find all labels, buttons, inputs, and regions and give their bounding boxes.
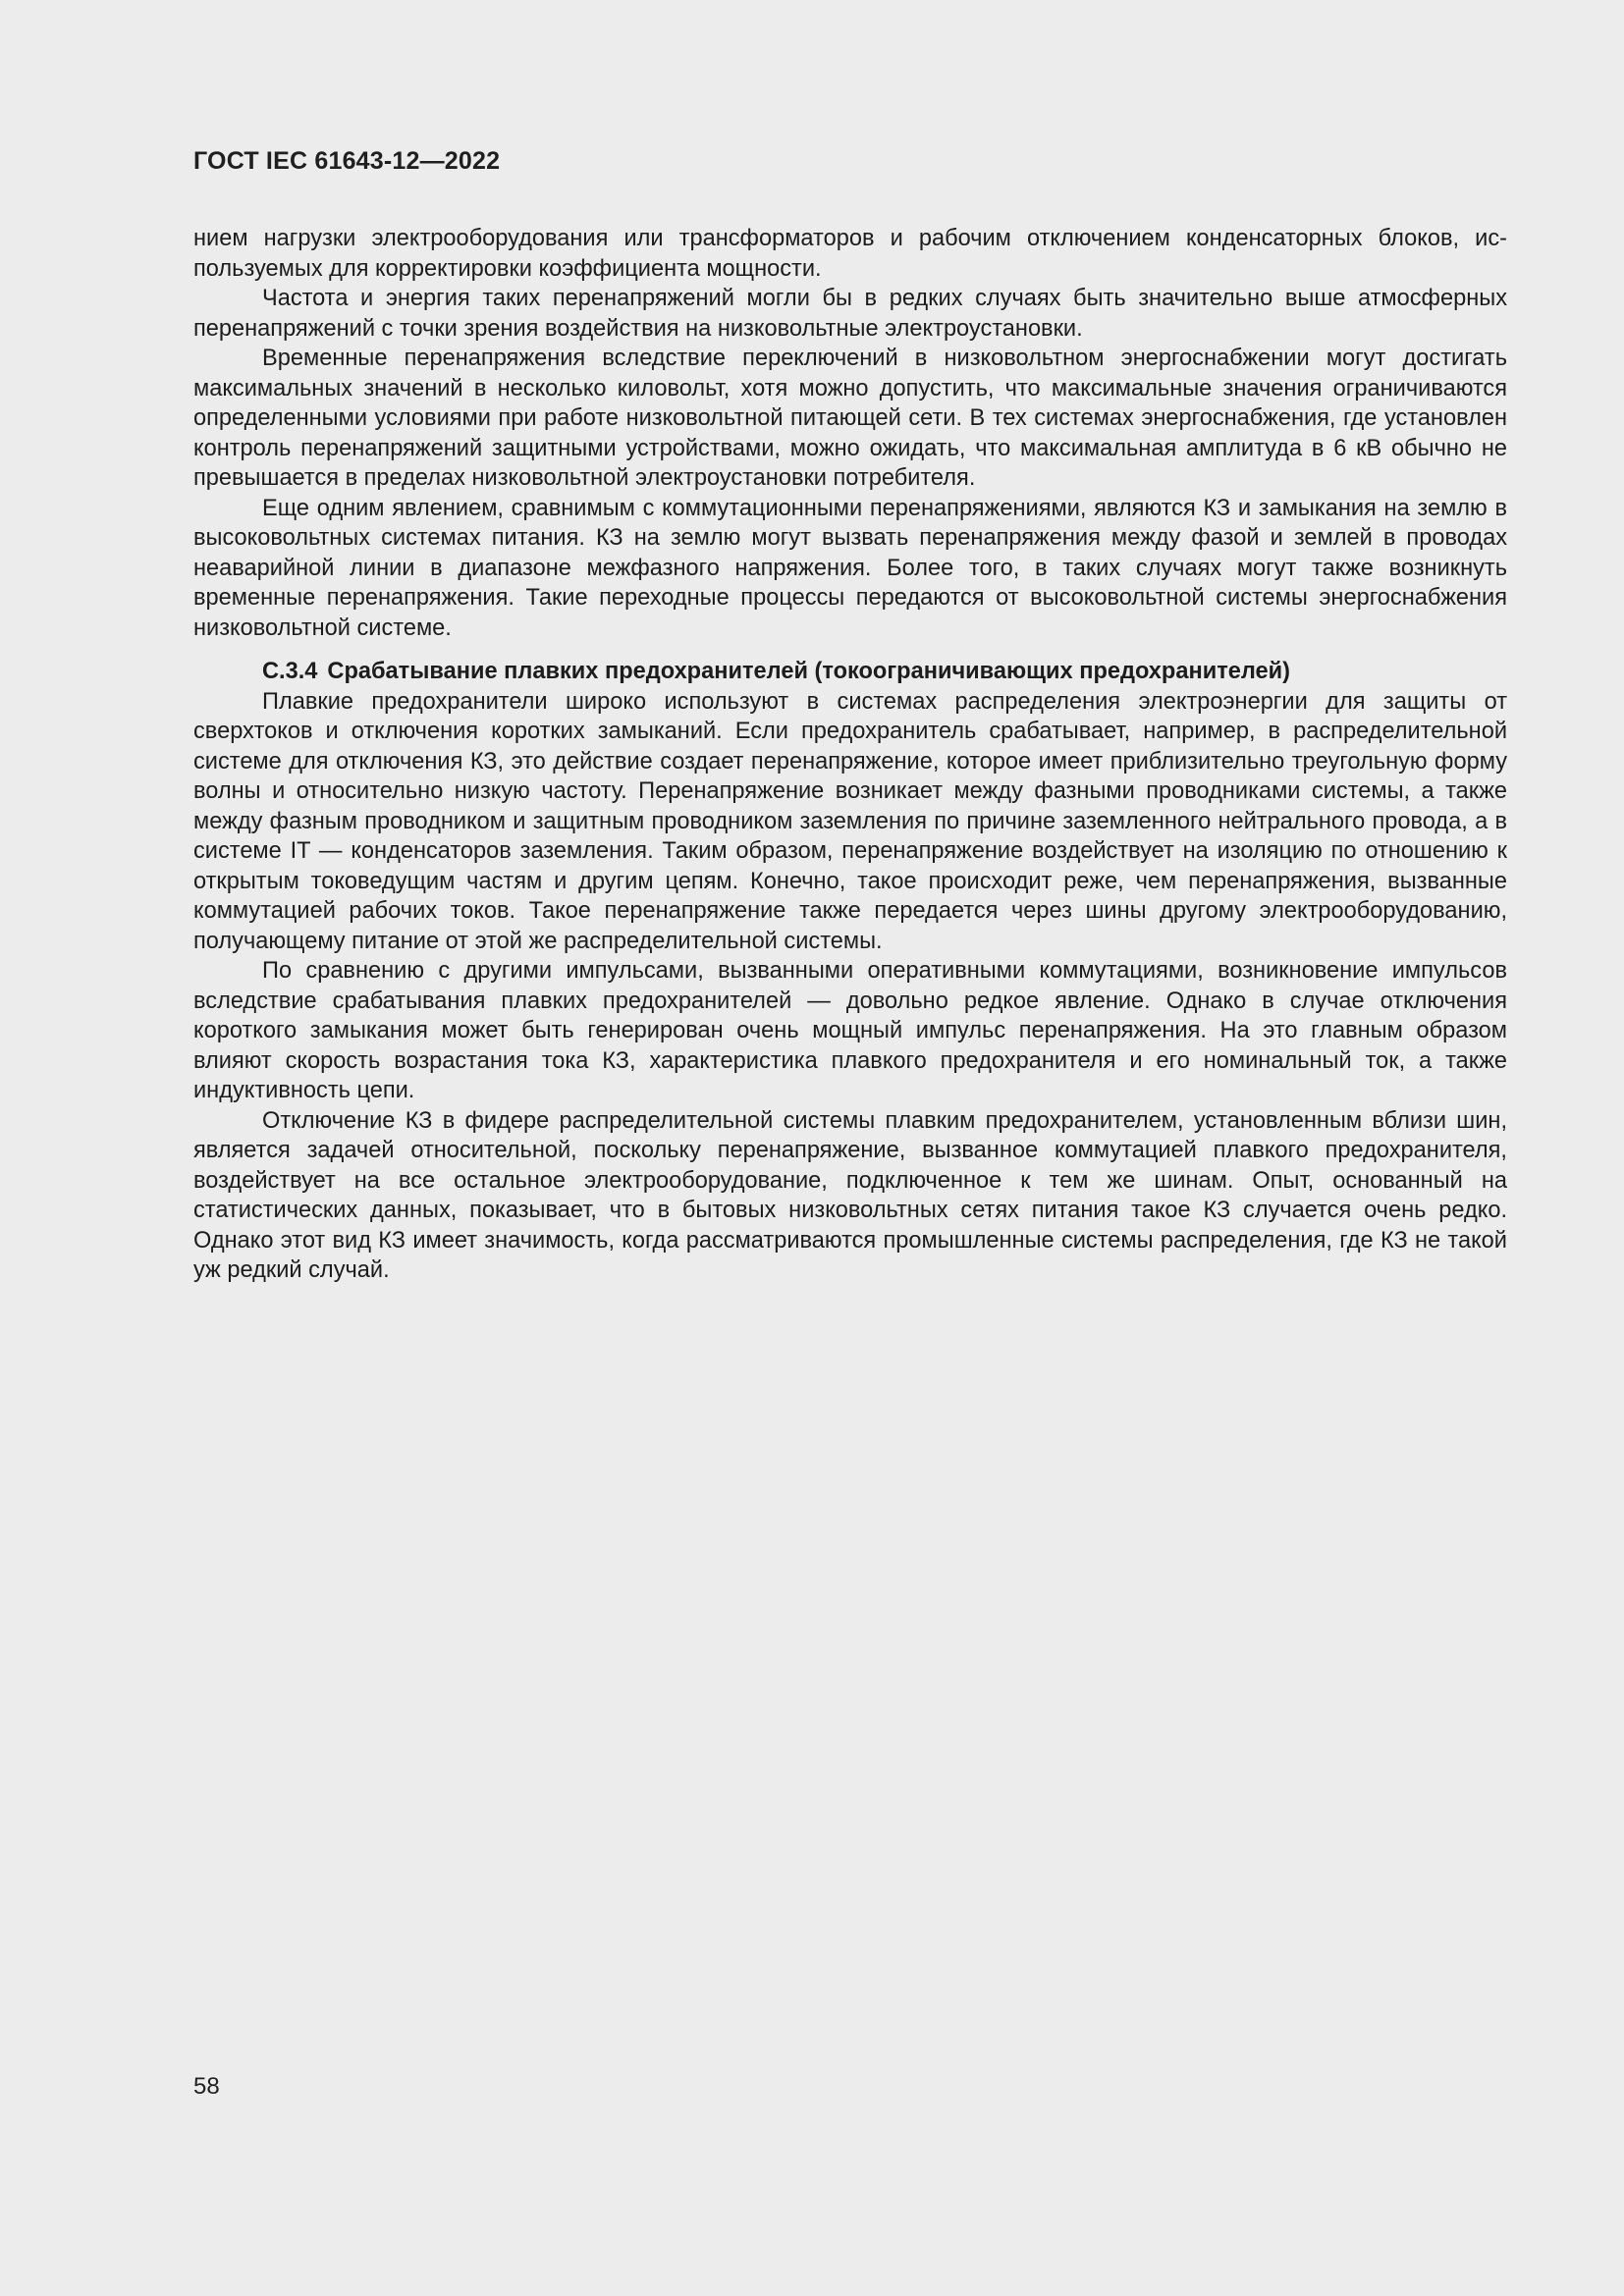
paragraph: Частота и энергия таких перенапряжений могли бы в редких случаях быть значительно выше атмосферных перенапряжений с точки зрения воздействия на низковольтные электроустановки.	[193, 286, 1507, 342]
section-title: Срабатывание плавких предохранителей (токоограничивающих предохранителей)	[327, 659, 1291, 684]
document-header: ГОСТ IEC 61643-12—2022	[193, 147, 501, 175]
paragraph: нием нагрузки электрооборудования или трансформаторов и рабочим отключением конденсаторных блоков, используемых для корректировки коэффициента мощности.	[193, 226, 1507, 282]
document-body	[193, 224, 1507, 1286]
page-number: 58	[193, 2073, 220, 2100]
paragraph: Отключение КЗ в фидере распределительной системы плавким предохранителем, установленным вблизи шин, является задачей относительной, поскольку перенапряжение, вызванное коммутацией плавкого предохранителя, воздействует на все остальное электрооборудование, подключенное к тем же шинам. Опыт, основанный на статистических данных, показывает, что в бытовых низковольтных сетях питания такое КЗ случается очень редко. Однако этот вид КЗ имеет значимость, когда рассматриваются промышленные системы распределения, где КЗ не такой уж редкий случай.	[193, 1107, 1507, 1283]
section-heading	[193, 657, 1507, 687]
paragraph: Еще одним явлением, сравнимым с коммутационными перенапряжениями, являются КЗ и замыкания на землю в высоковольтных системах питания. КЗ на землю могут вызвать перенапряжения между фазой и землей в проводах неаварийной линии в диапазоне межфазного напряжения. Более того, в таких случаях могут также возникнуть временные перенапряжения. Такие переходные процессы передаются от высоковольтной системы энергоснабжения низковольтной системе.	[193, 495, 1507, 641]
paragraph: Временные перенапряжения вследствие переключений в низковольтном энергоснабжении могут достигать максимальных значений в несколько киловольт, хотя можно допустить, что максимальные значения ограничиваются определенными условиями при работе низковольтной питающей сети. В тех системах энергоснабжения, где установлен контроль перенапряжений защитными устройствами, можно ожидать, что максимальная амплитуда в 6 кВ обычно не превышается в пределах низковольтной электроустановки потребителя.	[193, 346, 1507, 491]
paragraph: Плавкие предохранители широко используют в системах распределения электроэнергии для защиты от сверхтоков и отключения коротких замыканий. Если предохранитель срабатывает, например, в распределительной системе для отключения КЗ, это действие создает перенапряжение, которое имеет приблизительно треугольную форму волны и относительно низкую частоту. Перенапряжение возникает между фазными проводниками системы, а также между фазным проводником и защитным проводником заземления по причине заземленного нейтрального провода, а в системе IT — конденсаторов заземления. Таким образом, перенапряжение воздействует на изоляцию по отношению к открытым токоведущим частям и другим цепям. Конечно, такое происходит реже, чем перенапряжения, вызванные коммутацией рабочих токов. Такое перенапряжение также передается через шины другому электрооборудованию, получающему питание от этой же распределительной системы.	[193, 688, 1507, 954]
paragraph: По сравнению с другими импульсами, вызванными оперативными коммутациями, возникновение импульсов вследствие срабатывания плавких предохранителей — довольно редкое явление. Однако в случае отключения короткого замыкания может быть генерирован очень мощный импульс перенапряжения. На это главным образом влияют скорость возрастания тока КЗ, характеристика плавкого предохранителя и его номинальный ток, а также индуктивность цепи.	[193, 958, 1507, 1103]
section-number: С.3.4	[262, 659, 318, 684]
